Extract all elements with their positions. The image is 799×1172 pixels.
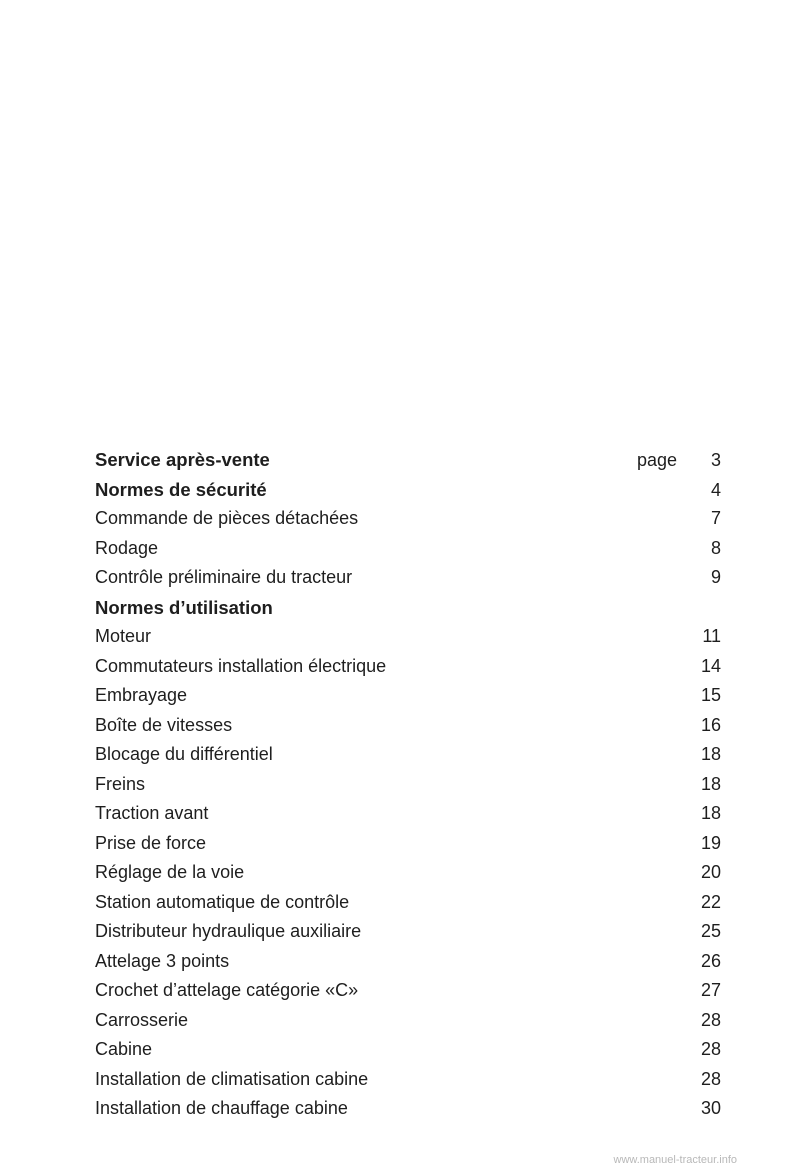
toc-entry-title: Station automatique de contrôle — [95, 891, 350, 912]
toc-entry-title: Attelage 3 points — [95, 950, 230, 971]
toc-entry-title: Crochet d’attelage catégorie «C» — [95, 980, 359, 1000]
table-of-contents — [95, 445, 721, 1124]
toc-entry — [95, 858, 721, 888]
toc-entry — [95, 622, 721, 652]
toc-entry-title: Freins — [95, 773, 146, 794]
toc-entry — [95, 888, 721, 918]
toc-entry-page: 25 — [700, 921, 721, 941]
toc-entry-page: 15 — [700, 685, 721, 705]
toc-entry — [95, 681, 721, 711]
toc-entry-page: 28 — [700, 1009, 721, 1030]
toc-entry-page: 22 — [700, 891, 721, 912]
toc-entry-page: 18 — [700, 744, 721, 764]
toc-entry — [95, 829, 721, 859]
toc-entry — [95, 1006, 721, 1036]
toc-entry-title: Moteur — [95, 626, 152, 646]
toc-entry-right — [637, 446, 721, 476]
toc-entry-page: 18 — [700, 773, 721, 794]
toc-entry — [95, 445, 721, 475]
toc-entry — [95, 534, 721, 564]
toc-entry-title: Installation de climatisation cabine — [95, 1068, 369, 1089]
toc-entry-title: Cabine — [95, 1039, 153, 1059]
toc-entry — [95, 504, 721, 534]
toc-entry — [95, 475, 721, 505]
toc-entry — [95, 917, 721, 947]
toc-entry-title: Prise de force — [95, 832, 207, 853]
toc-entry-title: Service après-vente — [95, 449, 270, 470]
toc-entry-title: Distributeur hydraulique auxiliaire — [95, 921, 362, 941]
toc-entry-page: 28 — [700, 1068, 721, 1089]
toc-entry-title: Rodage — [95, 537, 159, 558]
toc-entry — [95, 770, 721, 800]
toc-entry — [95, 563, 721, 593]
toc-entry-page: 30 — [700, 1098, 721, 1118]
toc-entry-title: Réglage de la voie — [95, 862, 245, 882]
toc-entry — [95, 1035, 721, 1065]
toc-entry-title: Normes d’utilisation — [95, 596, 273, 618]
toc-entry-page: 9 — [710, 567, 721, 587]
toc-entry-page: 11 — [702, 626, 721, 646]
toc-entry — [95, 1094, 721, 1124]
toc-entry — [95, 711, 721, 741]
toc-entry — [95, 1065, 721, 1095]
toc-entry-page: 19 — [700, 832, 721, 853]
toc-page-label: page — [636, 450, 677, 470]
toc-entry-page: 14 — [700, 655, 721, 676]
toc-entry — [95, 947, 721, 977]
toc-entry-title: Installation de chauffage cabine — [95, 1098, 348, 1118]
toc-entry-page: 7 — [710, 508, 721, 528]
toc-entry-title: Contrôle préliminaire du tracteur — [95, 567, 353, 587]
toc-entry-title: Embrayage — [95, 685, 188, 705]
toc-entry-page: 16 — [700, 714, 721, 735]
toc-entry-page: 27 — [700, 980, 721, 1000]
toc-entry-page: 8 — [710, 537, 721, 558]
toc-entry-page: 20 — [700, 862, 721, 882]
watermark: www.manuel-tracteur.info — [613, 1154, 737, 1166]
toc-entry — [95, 799, 721, 829]
toc-entry-title: Normes de sécurité — [95, 478, 267, 500]
toc-entry-page: 28 — [700, 1039, 721, 1059]
toc-entry-page: 26 — [700, 950, 721, 971]
toc-entry — [95, 740, 721, 770]
toc-entry-title: Carrosserie — [95, 1009, 189, 1030]
toc-entry-title: Boîte de vitesses — [95, 714, 233, 735]
toc-entry-title: Commande de pièces détachées — [95, 508, 359, 528]
toc-entry-title: Commutateurs installation électrique — [95, 655, 387, 676]
toc-entry-page: 3 — [710, 450, 721, 470]
toc-entry — [95, 652, 721, 682]
toc-entry-page: 18 — [700, 803, 721, 823]
toc-entry-title: Traction avant — [95, 803, 209, 823]
toc-section-heading — [95, 593, 721, 623]
toc-entry-title: Blocage du différentiel — [95, 744, 273, 764]
toc-entry-page: 4 — [710, 479, 721, 500]
toc-entry — [95, 976, 721, 1006]
